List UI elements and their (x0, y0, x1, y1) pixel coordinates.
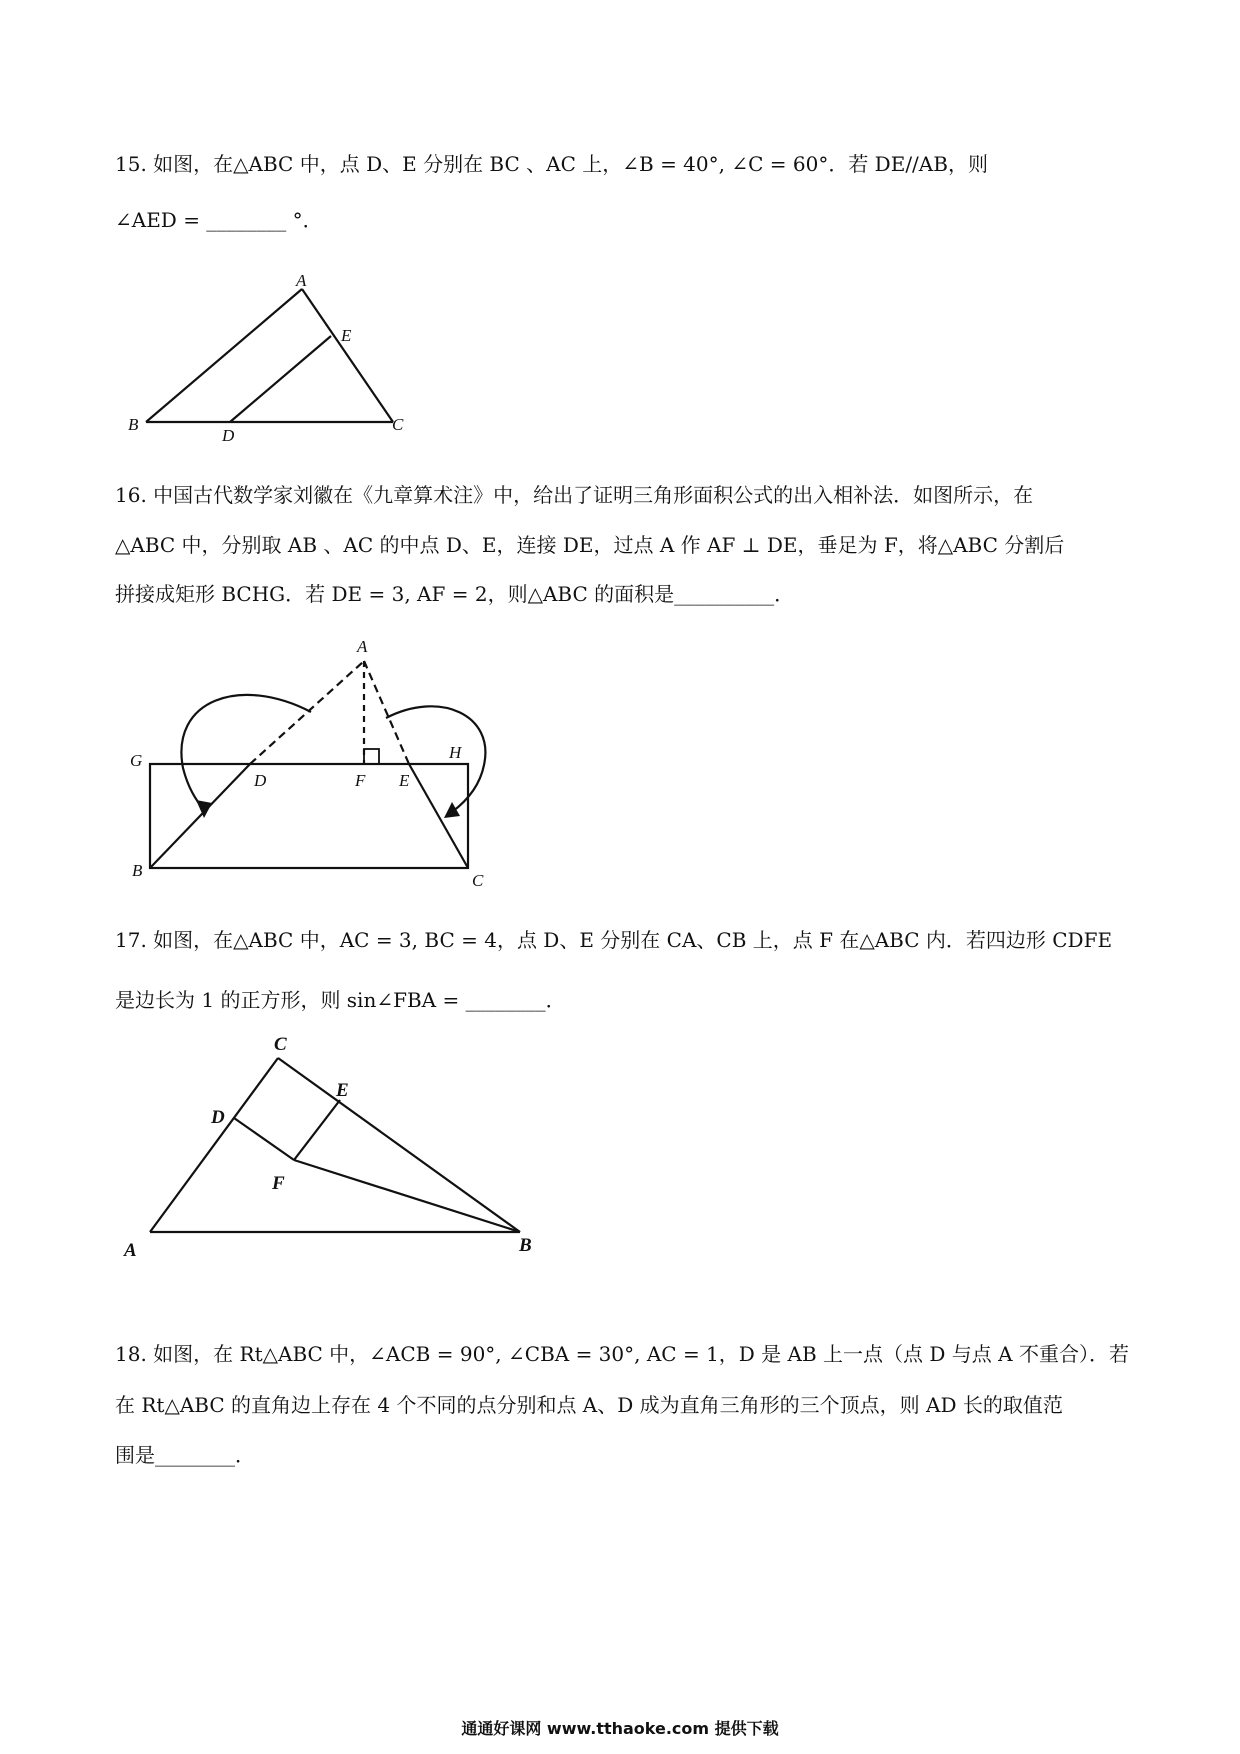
q17-label-d: D (211, 1107, 225, 1128)
q17-line2: 是边长为 1 的正方形，则 sin∠FBA = ________． (115, 988, 566, 1012)
q17-label-b: B (519, 1235, 532, 1256)
q17-label-a: A (124, 1240, 137, 1261)
q16-label-b: B (132, 861, 143, 880)
q16-label-e: E (399, 771, 410, 790)
q16-label-g: G (130, 751, 143, 770)
q18-line3: 围是________． (115, 1443, 255, 1467)
footer-source: 通通好课网 www.tthaoke.com 提供下载 (461, 1719, 779, 1738)
q16-label-a: A (357, 637, 368, 656)
q16-label-f: F (355, 771, 366, 790)
q15-label-b: B (128, 415, 139, 434)
q17-label-c: C (274, 1034, 287, 1055)
q16-label-h: H (449, 743, 462, 762)
q16-label-c: C (472, 871, 484, 890)
q17-segment-fb (294, 1160, 520, 1232)
q16-line2: △ABC 中，分别取 AB 、AC 的中点 D、E，连接 DE，过点 A 作 AF ⊥ DE，垂足为 F，将△ABC 分割后 (115, 533, 1065, 557)
q16-label-d: D (254, 771, 267, 790)
q17-segment-cb (278, 1058, 520, 1232)
q15-label-c: C (392, 415, 404, 434)
q17-line1: 17. 如图，在△ABC 中，AC = 3, BC = 4，点 D、E 分别在 CA、CB 上，点 F 在△ABC 内．若四边形 CDFE (115, 928, 1113, 952)
q15-line1: 15. 如图，在△ABC 中，点 D、E 分别在 BC 、AC 上，∠B = 40°, ∠C = 60°．若 DE//AB，则 (115, 152, 988, 176)
q16-line3: 拼接成矩形 BCHG．若 DE = 3, AF = 2，则△ABC 的面积是__________． (115, 582, 795, 606)
q15-label-a: A (296, 271, 307, 290)
q17-label-e: E (336, 1080, 349, 1101)
q17-segment-ac (150, 1058, 278, 1232)
q16-line1: 16. 中国古代数学家刘徽在《九章算术注》中，给出了证明三角形面积公式的出入相补法．如图所示，在 (115, 483, 1034, 507)
q18-line1: 18. 如图，在 Rt△ABC 中，∠ACB = 90°, ∠CBA = 30°, AC = 1，D 是 AB 上一点（点 D 与点 A 不重合）．若 (115, 1342, 1129, 1366)
q18-line2: 在 Rt△ABC 的直角边上存在 4 个不同的点分别和点 A、D 成为直角三角形的三个顶点，则 AD 长的取值范 (115, 1393, 1063, 1417)
q15-label-e: E (341, 326, 352, 345)
q15-label-d: D (222, 426, 235, 445)
q15-line2: ∠AED = ________ °． (115, 208, 323, 232)
q17-label-f: F (272, 1173, 285, 1194)
q17-segment-fe (294, 1100, 340, 1160)
q17-segment-df (234, 1118, 294, 1160)
